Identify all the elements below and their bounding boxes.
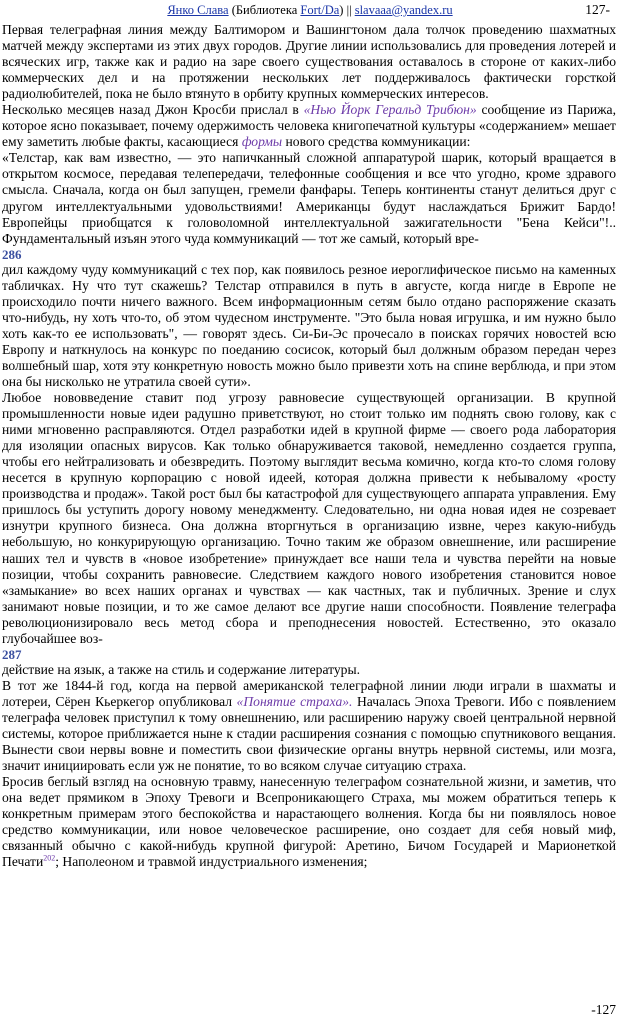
paragraph-quote-continued: дил каждому чуду коммуникаций с тех пор, как появилось резное иероглифическое письмо на каменных табличках. Ну что тут скажешь? Телстар отправился в путь в августе, когда нигде в Европе не происходило почти ничего важного. Всем информационным сетям было отдано распоряжение сказать что-нибудь, ну хоть что-то, об этом чудесном инструменте. "Это была новая игрушка, и им нужно было хоть как-то ее использовать", — говорят здесь. Си-Би-Эс прочесало в поисках горячих новостей всю Европу и наткнулось на конкурс по поеданию сосисок, который был должным образом передан через волшебный шар, хотя эту конкретную новость можно было привезти хоть на спине верблюда, и при этом она бы нисколько не утратила своей сути».: [2, 261, 616, 389]
paragraph-telstar-quote: «Телстар, как вам известно, — это напичканный сложной аппаратурой шарик, который вращается в открытом космосе, передавая телепередачи, телефонные сообщения и все что угодно, кроме здравого смысла. Сначала, когда он был запущен, гремели фанфары. Теперь континенты станут делиться друг с другом интеллектуальными удовольствиями! Американцы будут наслаждаться Брижит Бардо! Европейцы приобщатся к головоломной интеллектуальной зажигательности "Бена Кейси"!.. Фундаментальный изъян этого чуда коммуникаций — тот же самый, который вре-: [2, 150, 616, 246]
library-link[interactable]: Fort/Da: [300, 3, 340, 17]
email-link[interactable]: slavaaa@yandex.ru: [354, 3, 453, 17]
footnote-ref-202[interactable]: 202: [43, 853, 56, 863]
newspaper-title: «Нью Йорк Геральд Трибюн»: [303, 102, 477, 118]
book-title: «Понятие страха».: [236, 693, 353, 709]
page-marker-287: 287: [2, 646, 22, 662]
paragraph-crosby-text-a: Несколько месяцев назад Джон Кросби прислал в: [2, 102, 304, 118]
paragraph-trauma-text-b: ; Наполеоном и травмой индустриального изменения;: [55, 854, 368, 870]
footer-page-number: -127: [591, 1002, 616, 1017]
paragraph-language-impact: действие на язык, а также на стиль и содержание литературы.: [2, 661, 361, 677]
author-link[interactable]: Янко Слава: [167, 3, 229, 17]
paragraph-trauma: [2, 774, 616, 870]
paragraph-kierkegaard-text-a: В тот же 1844-й год, когда на первой американской телеграфной линии люди играли в шахматы и лотереи, Сёрен Кьеркегор опубликовал: [2, 677, 616, 709]
paragraph-kierkegaard: [2, 678, 616, 774]
paragraph-trauma-text-a: Бросив беглый взгляд на основную травму, нанесенную телеграфом сознательной жизни, и заметив, что она ведет прямиком в Эпоху Тревоги и Всепроникающего Страха, мы можем обратиться теперь к конкретным примерам этого беспокойства и нарастающего волнения. Когда бы ни появлялось новое средство коммуникации, или новое человеческое расширение, оно создает для себя новый миф, связанный обычно с какой-нибудь крупной фигурой: Аретино, Бичом Государей и Марионеткой Печати: [2, 774, 616, 870]
paragraph-crosby: [2, 102, 616, 150]
header-source-line: [0, 1, 620, 19]
emphasis-form: формы: [241, 134, 283, 150]
page-marker-286: 286: [2, 246, 22, 262]
paragraph-innovation: Любое нововведение ставит под угрозу равновесие существующей организации. В крупной промышленности новые идеи радушно приветствуют, но стоит только им поднять свою голову, как с ними мгновенно расправляются. Отдел разработки идей в крупной фирме — своего рода лаборатория для изоляции опасных вирусов. Как только обнаруживается таковой, немедленно создается группа, чтобы его нейтрализовать и обезвредить. Поэтому выглядит весьма комично, когда кто-то сломя голову несется в крупную корпорацию с новой идеей, которая должна привести к небывалому «росту производства и продаж». Такой рост был бы катастрофой для существующего аппарата управления. Ему пришлось бы уступить дорогу новому менеджменту. Следовательно, ни одна новая идея не созревает изнутри крупного бизнеса. Она должна вторгнуться в организацию извне, через какую-нибудь небольшую, но конкурирующую организацию. Точно таким же образом овнешнение, или расширение наших тел и чувств в «новое изобретение» принуждает все наши тела и чувства перейти на новые позиции, чтобы сохранить равновесие. Следствием каждого нового изобретения становится новое «замыкание» во всех наших органах и чувствах — как частных, так и публичных. Зрение и слух занимают новые позиции, и то же самое делают все другие наши способности. Появление телеграфа революционизировало весь метод сбора и преподнесения новостей. Естественно, это оказало глубочайшее воз-: [2, 390, 616, 646]
paragraph-crosby-text-b: сообщение из Парижа, которое ясно показывает, почему одержимость человека книгопечатной культуры «содержанием» мешает ему заметить любые факты, касающиеся: [2, 102, 616, 150]
library-suffix: ) ||: [339, 3, 355, 17]
paragraph-telegraph-chess: Первая телеграфная линия между Балтимором и Вашингтоном дала толчок проведению шахматных матчей между экспертами из этих двух городов. Другие линии использовались для проведения лотерей и всяческих игр, также как и радио на заре своего существования оставалось в стороне от каких-либо коммерческих дел и на протяжении нескольких лет поддерживалось фактически горсткой радиолюбителей, пока не было втянуто в орбиту крупных коммерческих интересов.: [2, 22, 616, 102]
paragraph-crosby-text-c: нового средства коммуникации:: [282, 134, 471, 150]
header-page-number: 127-: [585, 2, 610, 17]
paragraph-kierkegaard-text-b: Началась Эпоха Тревоги. Ибо с появлением телеграфа человек приступил к тому овнешнению, или расширению наружу своей центральной нервной системы, которое приближается ныне к стадии расширения сознания с помощью спутникового вещания. Вынести свои нервы вовне и поместить свои физические органы внутрь нервной системы, или мозга, значит инициировать если уж не понятие, то во всяком случае ситуацию страха.: [2, 693, 617, 774]
page-header: [0, 1, 620, 19]
library-prefix: (Библиотека: [228, 3, 301, 17]
page-body: [2, 22, 616, 870]
